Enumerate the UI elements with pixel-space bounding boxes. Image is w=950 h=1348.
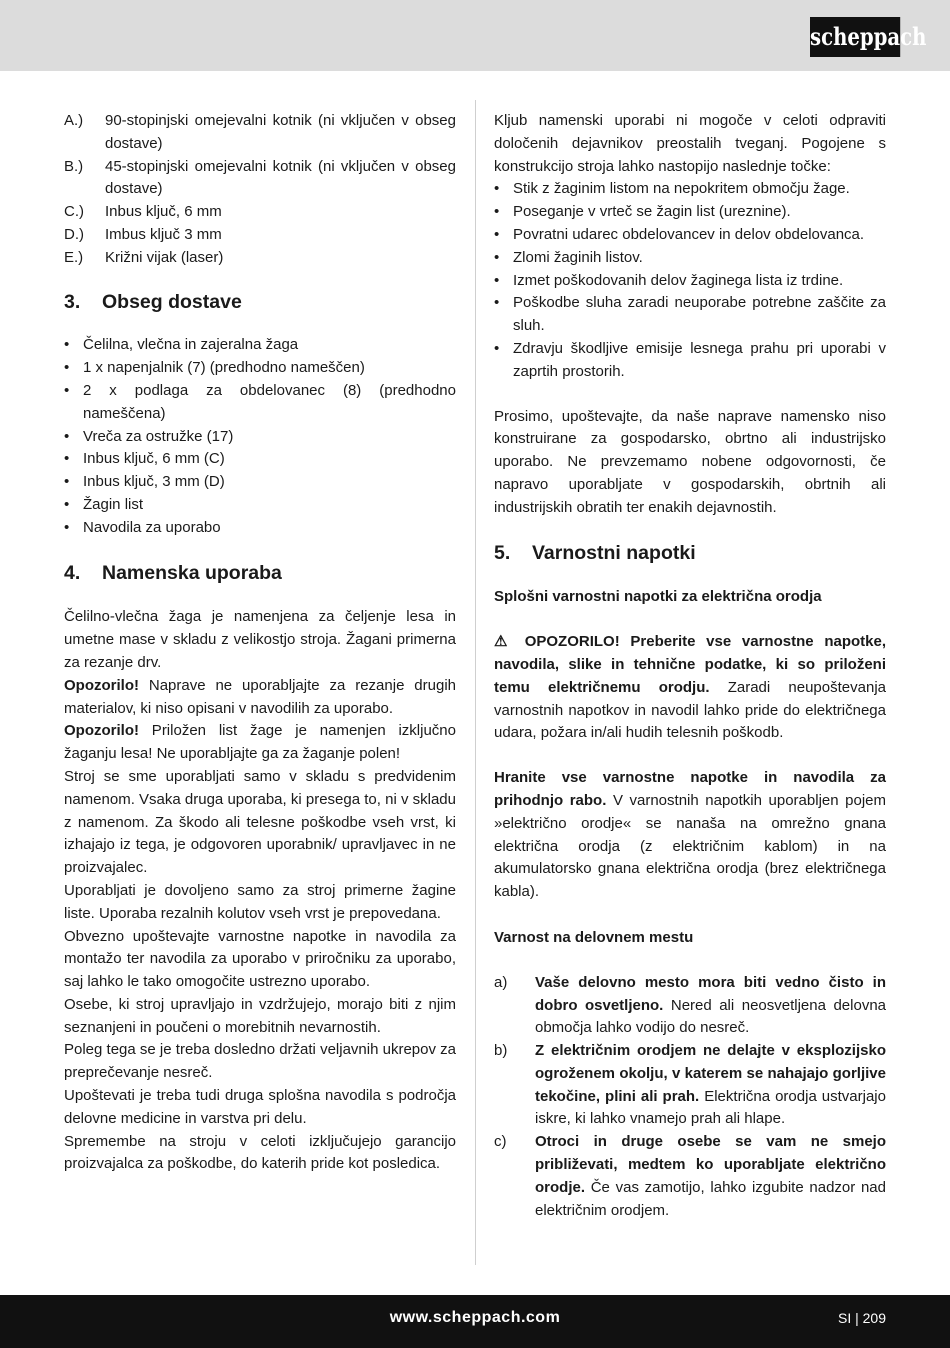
residual-risk-intro: Kljub namenski uporabi ni mogoče v celoti odpraviti določenih dejavnikov preostalih tveganj. Pogojene s konstrukcijo stroja lahko nastopijo naslednje točke:	[494, 112, 886, 175]
list-item: • Čelilna, vlečna in zajeralna žaga	[64, 336, 299, 354]
list-item: • Inbus ključ, 3 mm (D)	[64, 473, 225, 491]
list-item: • 1 x napenjalnik (7) (predhodno nameščen)	[64, 359, 365, 377]
page-number: SI | 209	[837, 1310, 886, 1326]
list-item: c) Otroci in druge osebe se vam ne smejo približevati, medtem ko uporabljate električno orodje. Če vas zamotijo, lahko izgubite nadzor nad električnim orodjem.	[494, 1133, 886, 1219]
warning-paragraph: ⚠ OPOZORILO! Preberite vse varnostne napotke, navodila, slike in tehnične podatke, ki so priloženi temu električnemu orodju. Zaradi neupoštevanja varnostnih napotkov in navodil lahko pride do električnega udara, požara in/ali hudih telesnih poškodb.	[494, 633, 886, 742]
paragraph: Spremembe na stroju v celoti izključujejo garancijo proizvajalca za poškodbe, do katerih pride kot posledica.	[64, 1132, 456, 1173]
paragraph: Opozorilo! Naprave ne uporabljajte za rezanje drugih materialov, ki niso opisani v navodilih za uporabo.	[64, 676, 456, 717]
list-item: B.) 45-stopinjski omejevalni kotnik (ni vključen v obseg dostave)	[64, 157, 456, 198]
list-item: D.) Imbus ključ 3 mm	[64, 225, 222, 243]
paragraph: Poleg tega se je treba dosledno držati veljavnih ukrepov za preprečevanje nesreč.	[64, 1041, 456, 1082]
list-item: • Stik z žaginim listom na nepokritem območju žage.	[494, 180, 850, 198]
paragraph: Upoštevati je treba tudi druga splošna navodila s področja delovne medicine in varstva pri delu.	[64, 1087, 456, 1127]
list-item: • 2 x podlaga za obdelovanec (8) (predhodno nameščena)	[64, 381, 456, 422]
warning-icon: ⚠	[494, 633, 514, 651]
parts-list	[64, 110, 456, 270]
workplace-list	[494, 972, 886, 1223]
paragraph: Obvezno upoštevajte varnostne napotke in navodila za montažo ter navodila za uporabo v priročniku za uporabo, saj lahko le tako omogočite ustrezno uporabo.	[64, 927, 456, 991]
list-item: C.) Inbus ključ, 6 mm	[64, 203, 222, 221]
list-item: • Zdravju škodljive emisije lesnega prahu pri uporabi v zaprtih prostorih.	[494, 339, 886, 380]
list-item: E.) Križni vijak (laser)	[64, 248, 224, 266]
list-item: • Inbus ključ, 6 mm (C)	[64, 450, 225, 468]
paragraph: Osebe, ki stroj upravljajo in vzdržujejo, morajo biti z njim seznanjeni in poučeni o morebitnih nevarnostih.	[64, 995, 456, 1036]
list-item: • Poseganje v vrteč se žagin list (ureznine).	[494, 203, 791, 221]
footer-bar	[0, 1295, 950, 1348]
intended-use-text	[64, 606, 456, 1176]
brand-logo: scheppach	[810, 17, 900, 57]
list-item: • Vreča za ostružke (17)	[64, 427, 234, 445]
subheading-general-safety: Splošni varnostni napotki za električna orodja	[494, 588, 822, 606]
delivery-list	[64, 334, 456, 539]
section-heading-4: 4. Namenska uporaba	[64, 561, 282, 584]
left-column	[64, 110, 456, 1176]
section-heading-5: 5. Varnostni napotki	[494, 541, 696, 564]
list-item: • Poškodbe sluha zaradi neuporabe potrebne zaščite za sluh.	[494, 294, 886, 335]
list-item: • Povratni udarec obdelovancev in delov obdelovanca.	[494, 225, 865, 243]
list-item: a) Vaše delovno mesto mora biti vedno čisto in dobro osvetljeno. Nered ali neosvetljena delovna območja lahko vodijo do nesreč.	[494, 973, 887, 1037]
paragraph: Opozorilo! Priložen list žage je namenjen izključno žaganju lesa! Ne uporabljajte ga za žaganje polen!	[64, 722, 456, 763]
keep-instructions-paragraph: Hranite vse varnostne napotke in navodila za prihodnjo rabo. V varnostnih napotkih uporabljen pojem »električno orodje« se nanaša na omrežno gnana električna orodja (z električnim kablom) in na akumulatorsko gnana električna orodja (brez električnega kabla).	[494, 769, 887, 901]
list-item: b) Z električnim orodjem ne delajte v eksplozijsko ogroženem okolju, v katerem se nahajajo gorljive tekočine, plini ali prah. Električna orodja ustvarjajo iskre, ki lahko vnamejo prah ali hlape.	[494, 1042, 886, 1128]
column-divider	[475, 100, 476, 1265]
list-item: • Žagin list	[64, 495, 144, 513]
paragraph: Čelilno-vlečna žaga je namenjena za čeljenje lesa in umetne mase v skladu z velikostjo stroja. Žagani primerna za rezanje drv.	[64, 608, 456, 671]
risk-list	[494, 178, 886, 383]
right-column	[494, 110, 886, 1222]
paragraph: Stroj se sme uporabljati samo v skladu s predvidenim namenom. Vsaka druga uporaba, ki presega to, ni v skladu z namenom. Za škodo ali telesne poškodbe vseh vrst, ki izhajajo iz tega, je odgovoren uporabnik/ upravljavec in ne proizvajalec.	[64, 767, 456, 877]
subheading-workplace-safety: Varnost na delovnem mestu	[494, 928, 694, 946]
list-item: • Izmet poškodovanih delov žaginega lista iz trdine.	[494, 271, 844, 289]
section-heading-3: 3. Obseg dostave	[64, 290, 242, 313]
list-item: A.) 90-stopinjski omejevalni kotnik (ni vključen v obseg dostave)	[64, 112, 456, 152]
commercial-use-note: Prosimo, upoštevajte, da naše naprave namensko niso konstruirane za gospodarsko, obrtno ali industrijsko uporabo. Ne prevzemamo nobene odgovornosti, če napravo uporabljate v gospodarskih, obrtnih ali industrijskih obratih ter enakih dejavnostih.	[494, 407, 886, 516]
paragraph: Uporabljati je dovoljeno samo za stroj primerne žagine liste. Uporaba rezalnih kolutov vseh vrst je prepovedana.	[64, 881, 456, 922]
list-item: • Zlomi žaginih listov.	[494, 248, 643, 266]
footer-url: www.scheppach.com	[389, 1309, 561, 1326]
list-item: • Navodila za uporabo	[64, 518, 221, 536]
header-band	[0, 0, 950, 71]
